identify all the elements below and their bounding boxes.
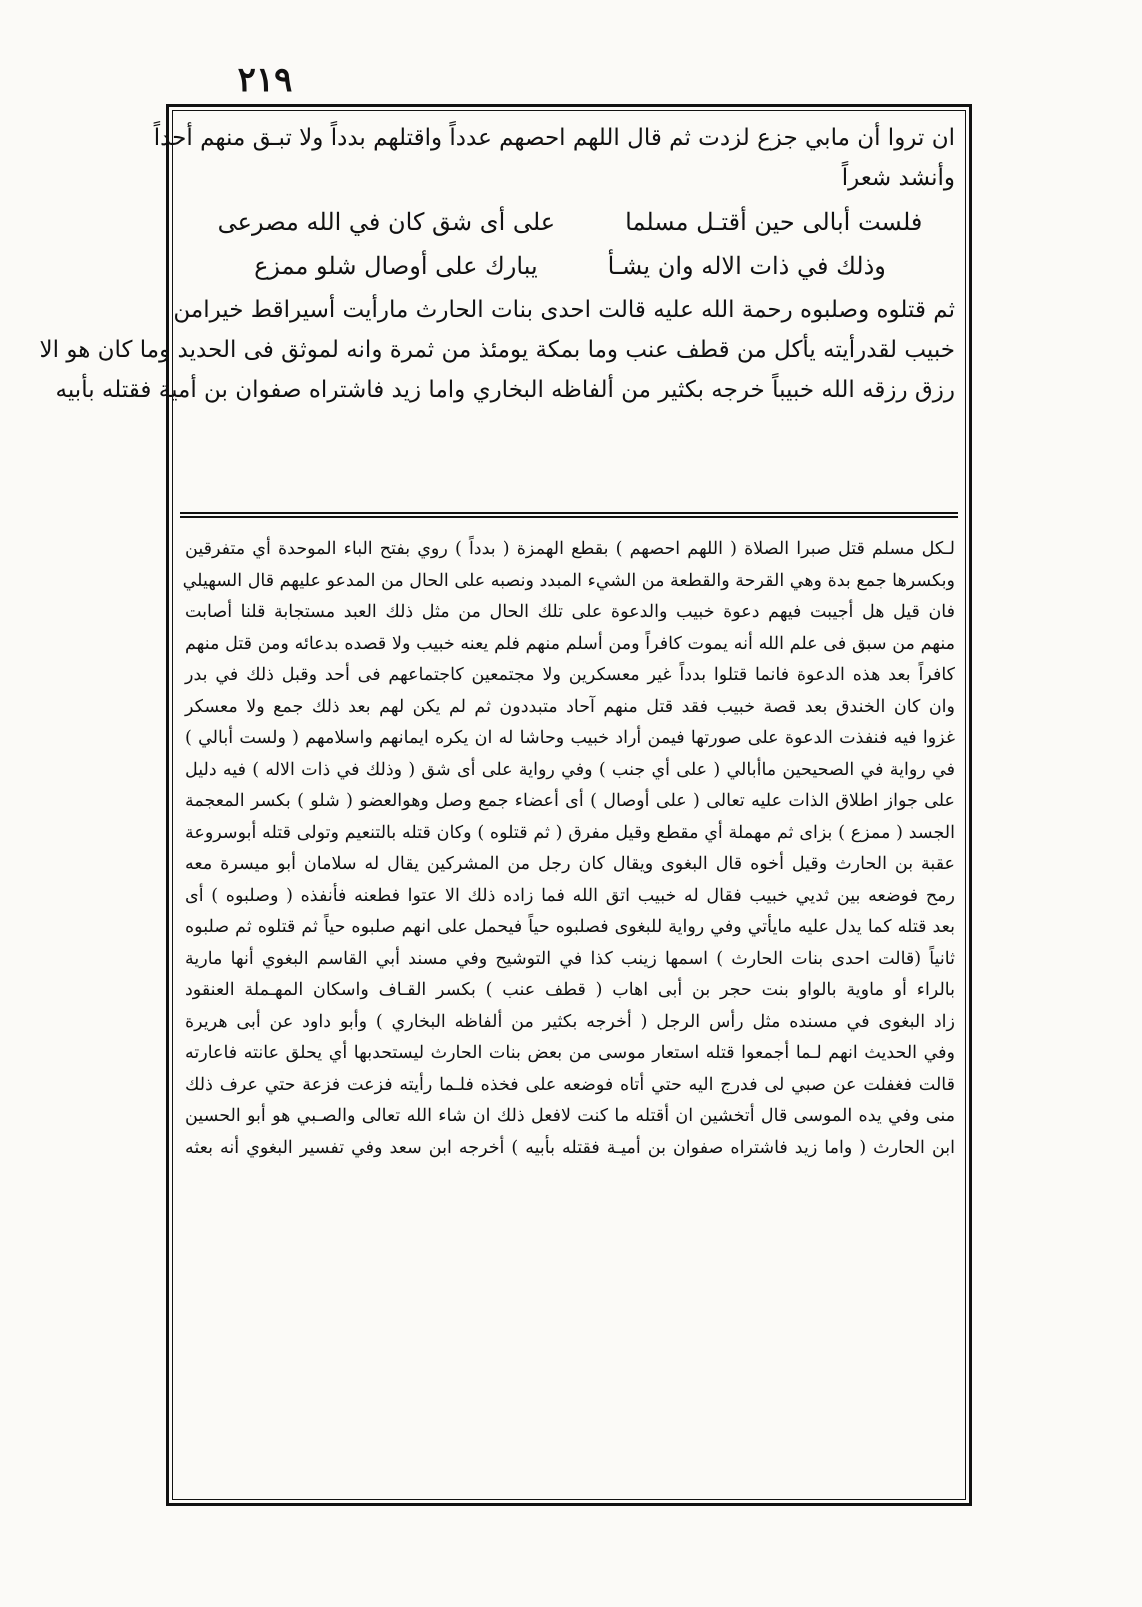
commentary-line: وبكسرها جمع بدة وهي القرحة والقطعة من الشيء المبدد ونصبه على الحال من المدعو عليهم قال السهيلي: [182, 570, 955, 591]
main-text-line: رزق رزقه الله خبيباً خرجه بكثير من ألفاظه البخاري واما زيد فاشتراه صفوان بن أمية فقتله بأبيه: [55, 377, 955, 403]
commentary-line: وان كان الخندق بعد قصة خبيب فقد قتل منهم آحاد متبددون ثم لم يكن لهم بعد ذلك جمع ولا معسكر: [185, 696, 955, 717]
verse-hemistich-first: فلست أبالى حين أقتـل مسلما: [625, 208, 923, 236]
commentary-line: غزوا فيه فنفذت الدعوة على صورتها فيمن أراد خبيب وحاشا له ان يكره ايمانهم واسلامهم ( ولست أبالي ): [185, 728, 955, 748]
commentary-line: منهم من سبق فى علم الله أنه يموت كافراً ومن أسلم منهم فلم يعنه خبيب ولا قصده بدعائه ومن قتل منهم: [185, 633, 955, 654]
commentary-block: [182, 534, 955, 1164]
section-divider: [180, 512, 958, 518]
commentary-line: ابن الحارث ( واما زيد فاشتراه صفوان بن أميـة فقتله بأبيه ) أخرجه ابن سعد وفي تفسير البغوي أنه بعثه: [185, 1137, 955, 1158]
main-text-line: ثم قتلوه وصلبوه رحمة الله عليه قالت احدى بنات الحارث مارأيت أسيراقط خيرامن: [173, 297, 955, 323]
commentary-line: الجسد ( ممزع ) بزاى ثم مهملة أي مقطع وقيل مفرق ( ثم قتلوه ) وكان قتله بالتنعيم وتولى قتله أبوسروعة: [185, 822, 955, 843]
main-text-block: [39, 118, 955, 410]
commentary-line: لـكل مسلم قتل صبرا الصلاة ( اللهم احصهم ) بقطع الهمزة ( بدداً ) روي بفتح الباء الموحدة أي متفرقين: [185, 539, 955, 559]
commentary-line: عقبة بن الحارث وقيل أخوه قال البغوى ويقال كان رجل من المشركين يقال له سلامان أبو ميسرة معه: [185, 854, 955, 874]
main-text-line: خبيب لقدرأيته يأكل من قطف عنب وما بمكة يومئذ من ثمرة وانه لموثق فى الحديد وما كان هو الا: [39, 337, 955, 363]
commentary-line: منى وفي يده الموسى قال أتخشين ان أقتله ما كنت لافعل ذلك ان شاء الله تعالى والصـبي هو أبو الحسين: [185, 1106, 955, 1126]
main-text-line: وأنشد شعراً: [841, 165, 955, 191]
commentary-line: زاد البغوى في مسنده مثل رأس الرجل ( أخرجه بكثير من ألفاظه البخاري ) وأبو داود عن أبى هريرة: [185, 1011, 955, 1032]
commentary-line: كافراً بعد هذه الدعوة فانما قتلوا بدداً غير معسكرين ولا مجتمعين كاجتماعهم فى أحد وقبل ذلك في بدر: [185, 665, 955, 685]
commentary-line: في رواية في الصحيحين ماأبالي ( على أي جنب ) وفي رواية على أى شق ( وذلك في ذات الاله ) فيه دليل: [185, 759, 955, 780]
poem-verse: [185, 202, 955, 242]
commentary-line: قالت فغفلت عن صبي لى فدرج اليه حتي أتاه فوضعه على فخذه فلـما رأيته فزعت فزعة حتي عرف ذلك: [185, 1074, 955, 1095]
main-text-line: ان تروا أن مابي جزع لزدت ثم قال اللهم احصهم عدداً واقتلهم بدداً ولا تبـق منهم أحداً: [153, 125, 955, 151]
page-number: ٢١٩: [237, 60, 293, 100]
commentary-line: وفي الحديث انهم لـما أجمعوا قتله استعار موسى من بعض بنات الحارث ليستحدبها أي يحلق عانته فاعارته: [185, 1043, 955, 1063]
commentary-line: رمح فوضعه بين ثديي خبيب فقال له خبيب اتق الله فما زاده ذلك الا عتوا فطعنه فأنفذه ( وصلبوه ) أى: [185, 885, 955, 906]
verse-hemistich-first: وذلك في ذات الاله وان يشـأ: [607, 252, 886, 280]
verse-hemistich-second: يبارك على أوصال شلو ممزع: [254, 252, 538, 280]
commentary-line: بعد قتله كما يدل عليه مايأتي وفي رواية للبغوى فصلبوه حياً فيحمل على انهم صلبوه حياً ثم قتلوه ثم صلبوه: [185, 917, 955, 937]
commentary-line: بالراء أو ماوية بالواو بنت حجر بن أبى اهاب ( قطف عنب ) بكسر القـاف واسكان المهـملة العنقود: [185, 980, 955, 1000]
poem-verse: [185, 246, 955, 286]
commentary-line: ثانياً (قالت احدى بنات الحارث ) اسمها زينب كذا في التوشيح وفي مسند أبي القاسم البغوي أنها مارية: [185, 948, 955, 969]
commentary-line: على جواز اطلاق الذات عليه تعالى ( على أوصال ) أى أعضاء جمع وصل وهوالعضو ( شلو ) بكسر المعجمة: [185, 791, 955, 811]
verse-hemistich-second: على أى شق كان في الله مصرعى: [217, 208, 556, 236]
commentary-line: فان قيل هل أجيبت فيهم دعوة خبيب والدعوة على تلك الحال من مثل ذلك العبد مستجابة قلنا أصابت: [185, 602, 955, 622]
